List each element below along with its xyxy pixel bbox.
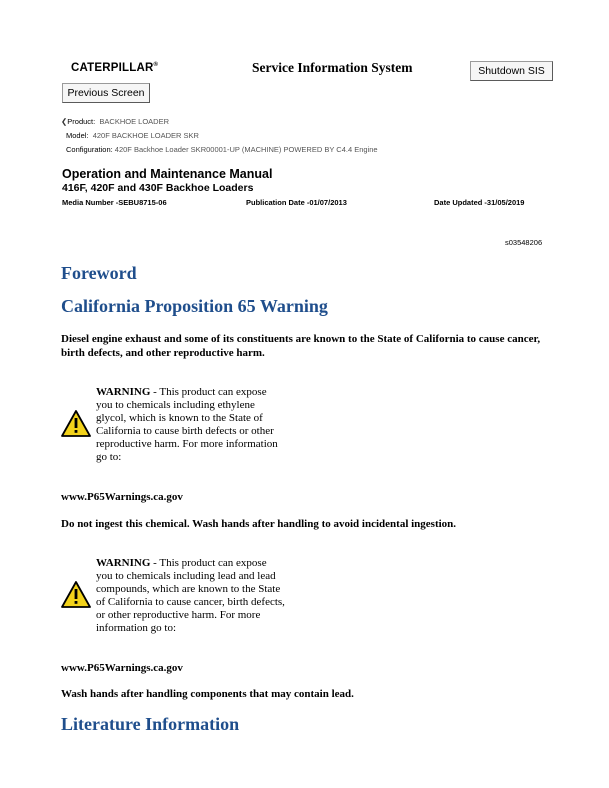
shutdown-sis-button[interactable]: Shutdown SIS bbox=[470, 61, 553, 81]
literature-heading: Literature Information bbox=[61, 714, 240, 734]
lead-note: Wash hands after handling components that may contain lead. bbox=[61, 688, 354, 700]
date-updated: Date Updated -31/05/2019 bbox=[434, 198, 525, 207]
warning-triangle-icon bbox=[61, 410, 91, 437]
system-title: Service Information System bbox=[252, 60, 413, 75]
warning-2-text: WARNING - This product can expose you to chemicals including lead and lead compounds, which are known to the State of California to cause cancer, birth defects, or other reproductive harm. For more information go to: bbox=[96, 557, 285, 634]
chevron-left-icon[interactable]: ❮ bbox=[61, 117, 68, 126]
p65-url-2: www.P65Warnings.ca.gov bbox=[61, 662, 183, 674]
warning-triangle-icon bbox=[61, 581, 91, 608]
intro-paragraph: Diesel engine exhaust and some of its constituents are known to the State of California to cause cancer, birth defects, and other reproductive harm. bbox=[61, 333, 541, 359]
document-id: s03548206 bbox=[505, 238, 543, 247]
caterpillar-logo: CATERPILLAR® bbox=[71, 61, 159, 75]
foreword-heading: Foreword bbox=[61, 263, 137, 283]
manual-subtitle: 416F, 420F and 430F Backhoe Loaders bbox=[62, 182, 254, 194]
product-line: ❮Product: BACKHOE LOADER bbox=[61, 117, 170, 126]
manual-title: Operation and Maintenance Manual bbox=[62, 167, 273, 181]
ingest-note: Do not ingest this chemical. Wash hands after handling to avoid incidental ingestion. bbox=[61, 518, 457, 530]
previous-screen-button[interactable]: Previous Screen bbox=[62, 83, 150, 103]
model-line: Model: 420F BACKHOE LOADER SKR bbox=[66, 131, 199, 140]
prop65-heading: California Proposition 65 Warning bbox=[61, 296, 328, 316]
configuration-line: Configuration: 420F Backhoe Loader SKR00001-UP (MACHINE) POWERED BY C4.4 Engine bbox=[66, 145, 378, 154]
media-number: Media Number -SEBU8715-06 bbox=[62, 198, 167, 207]
warning-1-text: WARNING - This product can expose you to chemicals including ethylene glycol, which is known to the State of California to cause birth defects or other reproductive harm. For more information go to: bbox=[96, 386, 278, 463]
p65-url-1: www.P65Warnings.ca.gov bbox=[61, 491, 183, 503]
publication-date: Publication Date -01/07/2013 bbox=[246, 198, 347, 207]
